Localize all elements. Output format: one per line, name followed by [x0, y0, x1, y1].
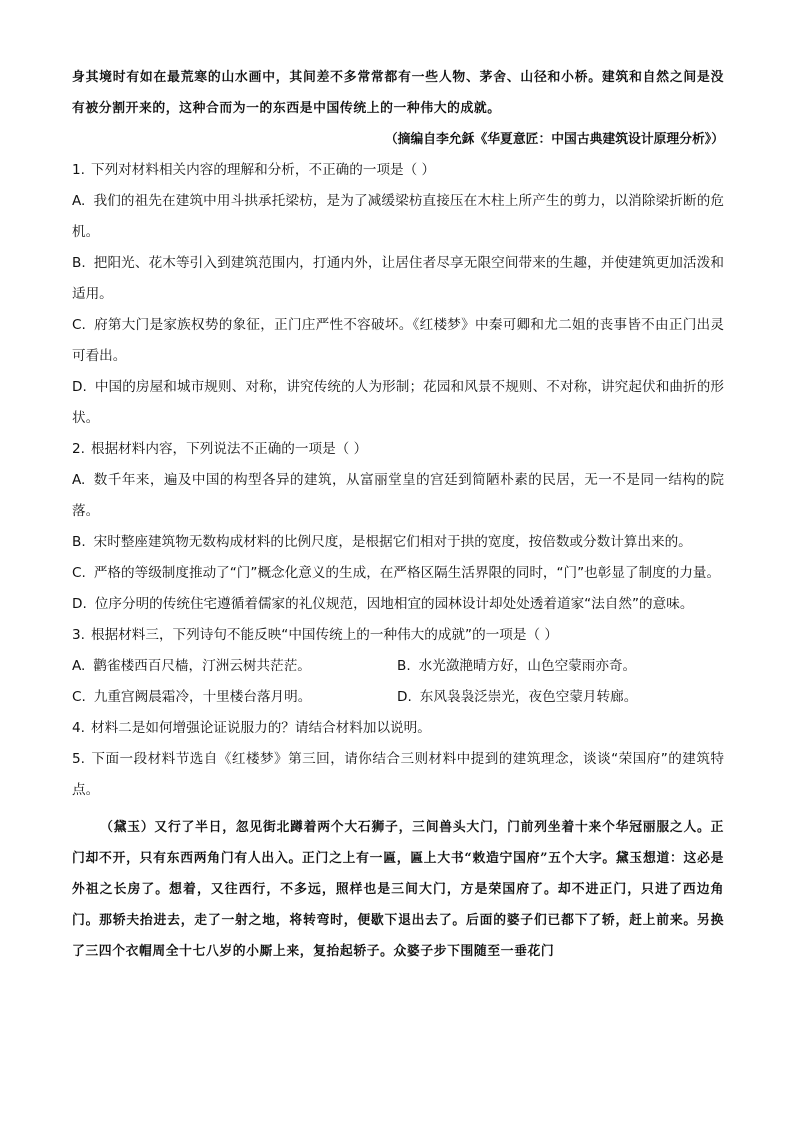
question-stem: 根据材料内容，下列说法不正确的一项是（ ）: [90, 441, 368, 457]
option-text: 水光潋滟晴方好，山色空蒙雨亦奇。: [418, 658, 637, 674]
question-2-option-b: [72, 527, 724, 558]
question-2-option-c: [72, 558, 724, 589]
question-3-option-d: [397, 682, 724, 713]
question-stem: 下面一段材料节选自《红楼梦》第三回，请你结合三则材料中提到的建筑理念，谈谈“荣国府”的建筑特点。: [72, 751, 724, 798]
question-number: 4.: [72, 720, 85, 736]
document-page: [72, 62, 724, 967]
question-4: [72, 713, 724, 744]
question-1-option-b: [72, 248, 724, 310]
question-2-option-a: [72, 465, 724, 527]
question-stem: 根据材料三，下列诗句不能反映“中国传统上的一种伟大的成就”的一项是（ ）: [90, 627, 558, 643]
option-letter: D.: [397, 689, 412, 705]
option-letter: C.: [72, 565, 86, 581]
question-3-options: [72, 651, 724, 713]
option-letter: B.: [72, 255, 86, 271]
question-1-option-a: [72, 186, 724, 248]
option-text: 宋时整座建筑物无数构成材料的比例尺度，是根据它们相对于拱的宽度，按倍数或分数计算出来的。: [93, 534, 692, 550]
option-text: 东风袅袅泛崇光，夜色空蒙月转廊。: [419, 689, 638, 705]
question-2-option-d: [72, 589, 724, 620]
excerpt-text: （黛玉）又行了半日，忽见街北蹲着两个大石狮子，三间兽头大门，门前列坐着十来个华冠丽服之人。正门却不开，只有东西两角门有人出入。正门之上有一匾，匾上大书“敕造宁国府”五个大字。黛玉想道：这必是外祖之长房了。想着，又往西行，不多远，照样也是三间大门，方是荣国府了。却不进正门，只进了西边角门。那轿夫抬进去，走了一射之地，将转弯时，便歇下退出去了。后面的婆子们已都下了轿，赶上前来。另换了三四个衣帽周全十七八岁的小厮上来，复抬起轿子。众婆子步下围随至一垂花门: [72, 820, 724, 959]
option-text: 府第大门是家族权势的象征，正门庄严性不容破坏。《红楼梦》中秦可卿和尤二姐的丧事皆不由正门出灵可看出。: [72, 317, 724, 364]
question-3: [72, 620, 724, 651]
passage-source: （摘编自李允鉌《华夏意匠：中国古典建筑设计原理分析》）: [384, 132, 724, 147]
question-1: [72, 155, 724, 186]
question-3-option-b: [397, 651, 724, 682]
option-text: 我们的祖先在建筑中用斗拱承托梁枋，是为了减缓梁枋直接压在木柱上所产生的剪力，以消除梁折断的危机。: [72, 193, 724, 240]
question-5: [72, 744, 724, 806]
passage-text: 身其境时有如在最荒寒的山水画中，其间差不多常常都有一些人物、茅舍、山径和小桥。建筑和自然之间是没有被分割开来的，这种合而为一的东西是中国传统上的一种伟大的成就。: [72, 70, 724, 116]
option-letter: D.: [72, 379, 87, 395]
option-letter: A.: [72, 193, 86, 209]
question-stem: 材料二是如何增强论证说服力的？请结合材料加以说明。: [90, 720, 431, 736]
question-1-option-c: [72, 310, 724, 372]
option-letter: B.: [397, 658, 411, 674]
question-stem: 下列对材料相关内容的理解和分析，不正确的一项是（ ）: [90, 162, 436, 178]
option-letter: D.: [72, 596, 87, 612]
option-text: 数千年来，遍及中国的构型各异的建筑，从富丽堂皇的宫廷到简陋朴素的民居，无一不是同一结构的院落。: [72, 472, 724, 519]
question-number: 1.: [72, 162, 85, 178]
option-letter: C.: [72, 689, 86, 705]
option-letter: A.: [72, 658, 86, 674]
question-1-option-d: [72, 372, 724, 434]
option-letter: B.: [72, 534, 86, 550]
option-text: 把阳光、花木等引入到建筑范围内，打通内外，让居住者尽享无限空间带来的生趣，并使建筑更加活泼和适用。: [72, 255, 724, 302]
option-letter: C.: [72, 317, 86, 333]
question-number: 2.: [72, 441, 85, 457]
option-text: 九重宫阙晨霜冷，十里楼台落月明。: [93, 689, 312, 705]
option-text: 位序分明的传统住宅遵循着儒家的礼仪规范，因地相宜的园林设计却处处透着道家“法自然”的意味。: [94, 596, 694, 612]
option-text: 鹳雀楼西百尺樯，汀洲云树共茫茫。: [93, 658, 311, 674]
question-3-option-c: [72, 682, 397, 713]
option-text: 严格的等级制度推动了“门”概念化意义的生成，在严格区隔生活界限的同时，“门”也彰显了制度的力量。: [93, 565, 721, 581]
question-number: 3.: [72, 627, 85, 643]
question-3-option-a: [72, 651, 397, 682]
option-text: 中国的房屋和城市规则、对称，讲究传统的人为形制；花园和风景不规则、不对称，讲究起伏和曲折的形状。: [72, 379, 724, 426]
option-letter: A.: [72, 472, 86, 488]
question-2: [72, 434, 724, 465]
question-number: 5.: [72, 751, 85, 767]
